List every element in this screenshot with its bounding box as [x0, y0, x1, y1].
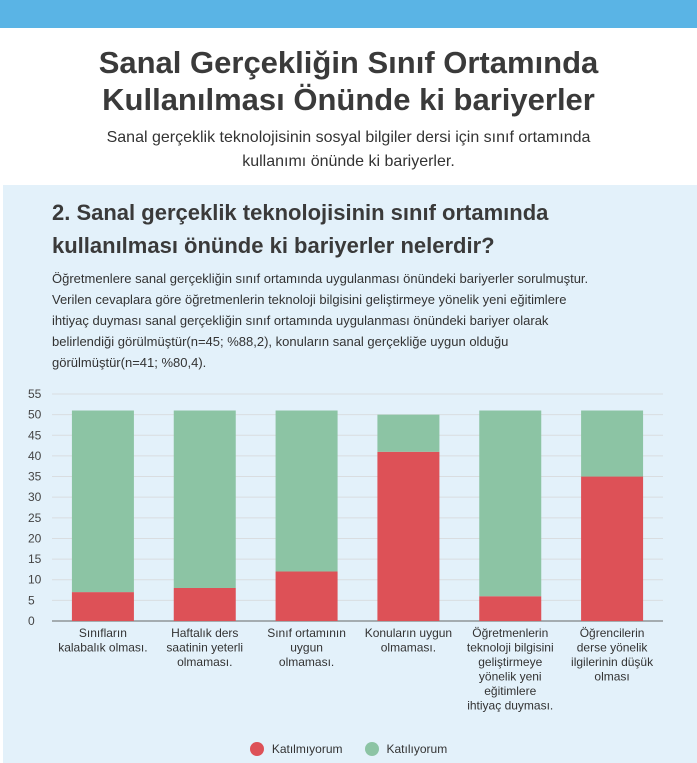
bar-segment-katiliyorum	[377, 415, 439, 452]
y-tick-label: 55	[28, 387, 42, 401]
section-question	[52, 196, 632, 262]
x-category-label-line: Öğretmenlerin	[472, 626, 549, 640]
x-category-label-line: Konuların uygun	[364, 626, 453, 640]
page-subtitle	[60, 126, 637, 174]
y-tick-label: 45	[28, 428, 42, 443]
x-category-label-line: derse yönelik	[576, 640, 648, 655]
legend-item-disagree	[250, 742, 343, 756]
bar-segment-katiliyorum	[479, 411, 541, 597]
x-category-label-line: eğitimlere	[484, 684, 537, 698]
bar-segment-katilmiyorum	[72, 592, 134, 621]
x-category-label-line: Öğrencilerin	[579, 626, 645, 640]
legend-label-disagree: Katılmıyorum	[271, 742, 343, 756]
x-category-label-line: teknoloji bilgisini	[466, 640, 554, 655]
y-tick-label: 20	[28, 531, 42, 546]
chart-legend	[0, 740, 697, 758]
x-category-label-line: ilgilerinin düşük	[571, 655, 654, 669]
description-line: görülmüştür(n=41; %80,4).	[52, 355, 207, 370]
section-question-line-1: 2. Sanal gerçeklik teknolojisinin sınıf ortamında	[52, 200, 549, 225]
bar-segment-katilmiyorum	[377, 452, 439, 621]
bar-segment-katiliyorum	[276, 411, 338, 572]
x-category-label-line: ihtiyaç duyması.	[467, 698, 554, 713]
x-category-label-line: Sınıfların	[78, 626, 127, 640]
x-category-label-line: Sınıf ortamının	[267, 626, 346, 640]
x-category-label	[267, 626, 346, 669]
x-category-label-line: yönelik yeni	[478, 669, 542, 684]
bar-segment-katiliyorum	[174, 411, 236, 588]
legend-swatch-agree	[365, 742, 379, 756]
x-category-label-line: Haftalık ders	[171, 626, 239, 640]
x-category-label-line: saatinin yeterli	[166, 640, 244, 655]
legend-item-agree	[365, 742, 448, 756]
y-tick-label: 5	[28, 593, 35, 608]
bar-segment-katiliyorum	[72, 411, 134, 593]
bar-segment-katilmiyorum	[581, 477, 643, 621]
page-subtitle-line-1: Sanal gerçeklik teknolojisinin sosyal bilgiler dersi için sınıf ortamında	[106, 129, 591, 146]
y-tick-label: 15	[28, 552, 42, 567]
section-question-line-2: kullanılması önünde ki bariyerler nelerdir?	[52, 233, 495, 258]
x-category-label-line: olmaması.	[380, 640, 437, 655]
x-category-label-line: kalabalık olması.	[58, 640, 148, 655]
page-title-line-1: Sanal Gerçekliğin Sınıf Ortamında	[98, 45, 599, 80]
x-category-label-line: olmaması.	[278, 655, 335, 669]
section-description	[52, 268, 672, 373]
description-line: Öğretmenlere sanal gerçekliğin sınıf ortamında uygulanması önündeki bariyerler sorulmuştur.	[52, 271, 589, 286]
description-line: Verilen cevaplara göre öğretmenlerin teknoloji bilgisini geliştirmeye yönelik yeni eğitimlere	[52, 292, 567, 307]
x-category-label	[467, 626, 554, 713]
y-tick-label: 35	[28, 469, 42, 484]
description-line: belirlendiği görülmüştür(n=45; %88,2), konuların sanal gerçekliğe uygun olduğu	[52, 334, 509, 349]
bar-segment-katilmiyorum	[174, 588, 236, 621]
bar-segment-katiliyorum	[581, 411, 643, 477]
y-tick-label: 30	[28, 490, 42, 505]
x-category-label	[365, 626, 452, 655]
top-banner-bar	[0, 0, 697, 28]
y-tick-label: 50	[28, 407, 42, 422]
stacked-bar-chart	[0, 380, 697, 730]
x-category-label	[166, 626, 243, 669]
y-tick-label: 0	[28, 614, 35, 628]
x-category-label-line: uygun	[290, 640, 323, 655]
bar-segment-katilmiyorum	[276, 571, 338, 621]
y-tick-label: 40	[28, 448, 42, 463]
legend-label-agree: Katılıyorum	[386, 742, 448, 756]
x-category-label	[571, 626, 654, 684]
y-tick-label: 25	[28, 510, 42, 525]
bar-segment-katilmiyorum	[479, 596, 541, 621]
description-line: ihtiyaç duyması sanal gerçekliğin sınıf ortamında uygulanması önündeki bariyer olarak	[52, 313, 549, 328]
x-category-label-line: geliştirmeye	[478, 655, 543, 669]
page-title	[40, 44, 657, 118]
x-category-label-line: olması	[594, 669, 630, 684]
legend-swatch-disagree	[250, 742, 264, 756]
x-category-label-line: olmaması.	[177, 655, 233, 669]
x-category-label	[58, 626, 147, 655]
y-tick-label: 10	[28, 572, 42, 587]
page-title-line-2: Kullanılması Önünde ki bariyerler	[102, 82, 595, 117]
page-subtitle-line-2: kullanımı önünde ki bariyerler.	[242, 153, 455, 170]
